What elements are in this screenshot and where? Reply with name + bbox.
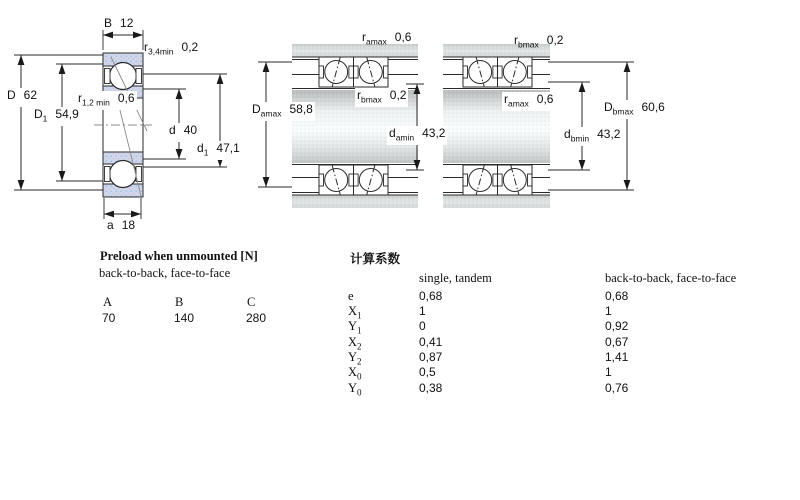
ball-bottom [110, 161, 137, 188]
dim-label-a: a 18 [107, 218, 136, 232]
factors-row-Y0: $Y_0$ 0,38 0,76 [348, 381, 629, 398]
dim-label-r-bmax-left: $r_{bmax}$ 0,2 [357, 88, 407, 105]
factors-row-Y1: $Y_1$ 0 0,92 [348, 319, 629, 336]
dim-label-r34min: $r_{3,4min}$ 0,2 [144, 40, 199, 57]
factors-table-title: 计算系数 [350, 252, 401, 266]
dim-label-d1: $d_1$ 47,1 [197, 141, 240, 158]
dim-label-r-bmax-right: $r_{bmax}$ 0,2 [514, 33, 564, 50]
factors-row-Y2: $Y_2$ 0,87 1,41 [348, 350, 629, 367]
ball-top [110, 63, 137, 90]
factors-col2-header: back-to-back, face-to-face [605, 271, 737, 285]
dim-label-D: D 62 [5, 88, 39, 107]
factors-row-e: e 0,68 0,68 [348, 289, 629, 303]
factors-row-X2: $X_2$ 0,41 0,67 [348, 335, 629, 352]
preload-col-B: B [175, 295, 184, 309]
preload-value-B: 140 [174, 311, 195, 325]
preload-col-C: C [247, 295, 256, 309]
preload-value-A: 70 [102, 311, 116, 325]
dim-label-d: d 40 [167, 123, 199, 142]
preload-table-subtitle: back-to-back, face-to-face [99, 266, 231, 280]
dim-label-D1: $D_1$ 54,9 [34, 107, 79, 124]
dim-label-d-bmin: $d_{bmin}$ 43,2 [564, 127, 621, 144]
preload-table-title: Preload when unmounted [N] [100, 249, 258, 263]
factors-row-X0: $X_0$ 0,5 1 [348, 365, 612, 382]
dim-label-d-amin: $d_{amin}$ 43,2 [389, 126, 446, 143]
dim-label-r-amax-right: $r_{amax}$ 0,6 [504, 92, 554, 109]
dim-label-D-bmax: $D_{bmax}$ 60,6 [604, 100, 665, 117]
factors-row-X1: $X_1$ 1 1 [348, 304, 612, 321]
dim-label-r12min: $r_{1,2 min}$ 0,6 [78, 91, 135, 108]
preload-value-C: 280 [246, 311, 267, 325]
factors-col1-header: single, tandem [419, 271, 492, 285]
dim-label-D-amax: $D_{amax}$ 58,8 [252, 102, 313, 119]
preload-col-A: A [103, 295, 113, 309]
mounted-arrangement-right [443, 44, 634, 208]
dim-label-B: B 12 [104, 16, 134, 30]
dim-label-r-amax-left: $r_{amax}$ 0,6 [362, 30, 412, 47]
